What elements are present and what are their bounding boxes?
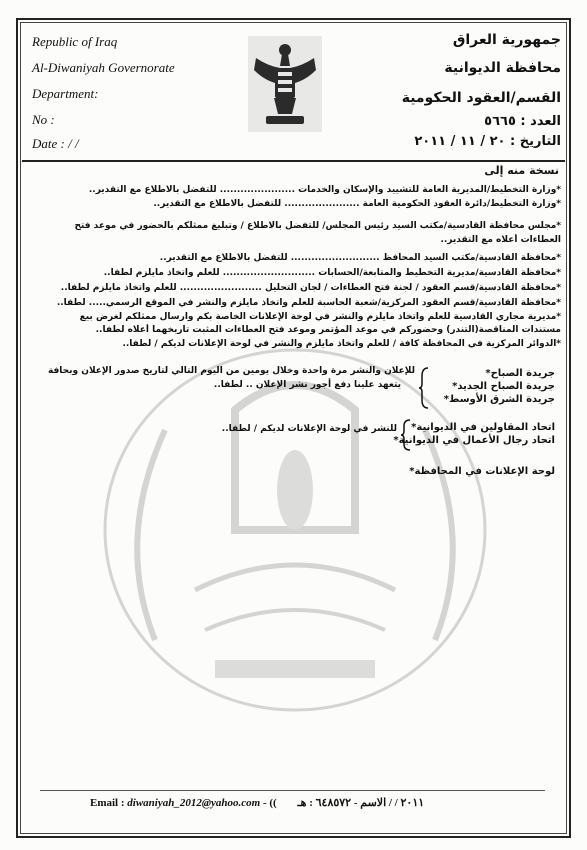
newspaper-item: جريدة الشرق الأوسط* [443,394,555,405]
recipient-line: *مديرية مجاري القادسية للعلم واتخاذ مايلزم والنشر في لوحة الإعلانات الخاصة بكم وارسال ممثلكم لغرض بيع [79,312,561,322]
eagle-emblem-icon [248,36,322,132]
unions-brace-icon [400,418,412,452]
board-item: لوحة الإعلانات في المحافظة* [409,466,555,477]
newspapers-brace-icon [418,366,430,410]
recipient-line: *وزارة التخطيط/المديرية العامة للتشييد والإسكان والخدمات ...................... للتفضل بالاطلاع مع التقدير.. [88,185,561,195]
header-divider [22,160,565,162]
recipient-line: *محافظة القادسية/قسم العقود المركزية/شعبة الحاسبة للعلم واتخاذ مايلزم والنشر في الموقع الرسمي..... لطفا.. [56,298,561,308]
recipient-line: العطاءات أعلاه مع التقدير.. [440,235,561,245]
union-item: اتحاد رجال الأعمال في الديوانية* [393,435,555,446]
unions-note: للنشر في لوحة الإعلانات لديكم / لطفا.. [221,424,397,434]
footer-email-label: Email : [90,797,125,809]
header-governorate-en: Al-Diwaniyah Governorate [32,60,175,75]
union-item: اتحاد المقاولين في الديوانية* [411,422,555,433]
copy-to-label: نسخة منه إلى [484,164,559,177]
footer-line [90,796,424,809]
footer-divider [40,790,545,791]
newspaper-item: جريدة الصباح* [485,368,555,379]
recipient-line: *محافظة القادسية/مكتب السيد المحافظ .......................... للتفضل بالاطلاع مع التقدير.. [159,253,561,263]
header-republic-en: Republic of Iraq [32,34,118,49]
recipient-line: *وزارة التخطيط/دائرة العقود الحكومية العامة ...................... للتفضل بالاطلاع مع التقدير.. [153,199,561,209]
header-date-ar: التاريخ : ٢٠ / ١١ / ٢٠١١ [414,134,561,149]
recipient-line: *محافظة القادسية/مديرية التخطيط والمتابعة/الحسابات ........................... للعلم واتخاذ مايلزم لطفا.. [103,268,561,278]
header-department-en: Department: [32,86,99,101]
recipient-line: *مجلس محافظة القادسية/مكتب السيد رئيس المجلس/ للتفضل بالاطلاع / وتبليغ ممثلكم بالحضور في موعد فتح [74,221,561,231]
footer-arabic: الاسم - ٦٤٨٥٧٢ : هـ [297,797,387,809]
recipient-line: *الدوائر المركزية في المحافظة كافة / للعلم واتخاذ مايلزم والنشر في لوحة الإعلانات لديكم / لطفا.. [122,339,561,349]
newspapers-note-line2: يتعهد علينا دفع أجور نشر الإعلان .. لطفا.. [213,380,401,390]
header-department-ar: القسم/العقود الحكومية [401,90,561,106]
header-number-ar: العدد : ٥٦٦٥ [484,114,561,129]
footer-email: diwaniyah_2012@yahoo.com [127,797,261,809]
header-governorate-ar: محافظة الديوانية [444,60,561,76]
recipient-line: *محافظة القادسية/قسم العقود / لجنة فتح العطاءات / لجان التحليل ........................ للعلم واتخاذ مايلزم لطفا.. [60,283,561,293]
footer-rest: - (( ٢٠١١ / / [262,797,425,809]
header-date-en: Date : / / [32,136,79,151]
newspaper-item: جريدة الصباح الجديد* [452,381,555,392]
watermark-emblem [95,340,495,720]
newspapers-note-line1: للإعلان والنشر مرة واحدة وخلال يومين من اليوم التالي لتاريخ صدور الإعلان وبحافة [47,366,415,376]
header-republic-ar: جمهورية العراق [452,32,561,48]
recipient-line: مستندات المناقصة(التندر) وحضوركم في موعد المؤتمر وموعد فتح العطاءات المثبت تاريخهما أعلاه لطفا.. [95,325,561,335]
header-number-en: No : [32,112,55,127]
